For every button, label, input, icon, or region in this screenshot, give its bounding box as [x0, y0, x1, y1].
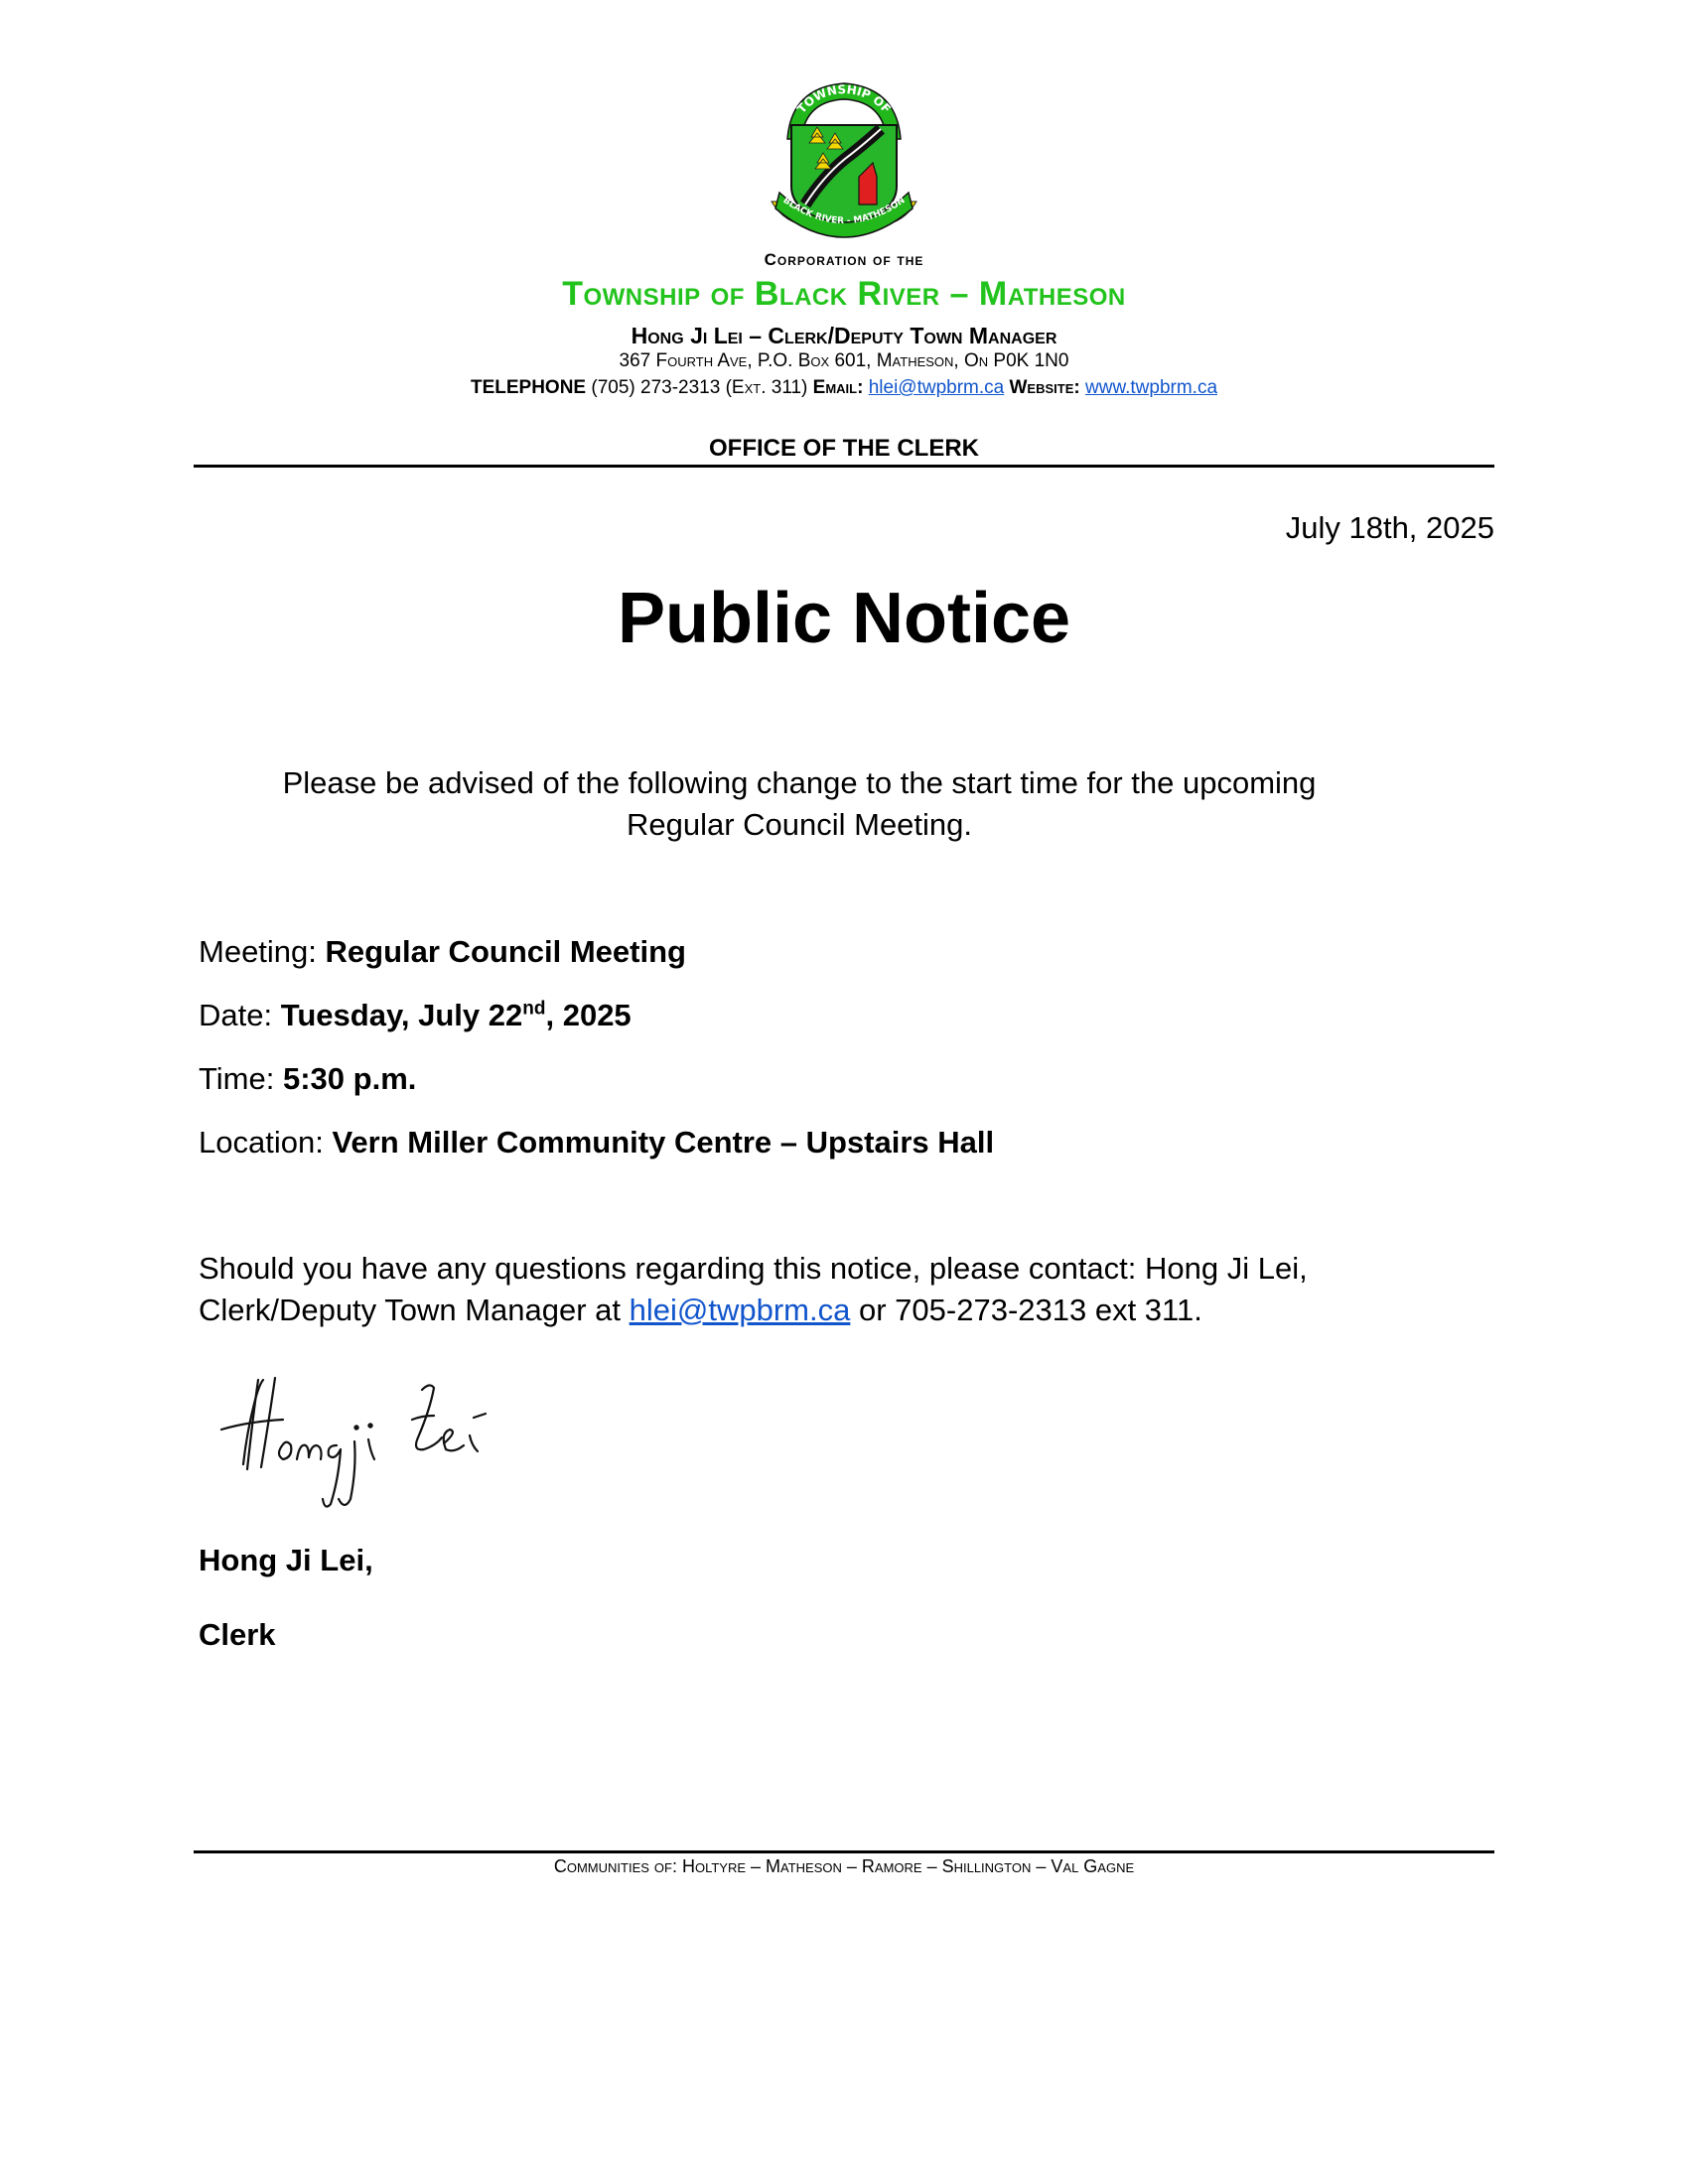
footer-communities: Communities of: Holtyre – Matheson – Ramore – Shillington – Val Gagne	[553, 1856, 1135, 1876]
contact-email-link[interactable]: hlei@twpbrm.ca	[629, 1293, 851, 1327]
meeting-label: Meeting:	[199, 934, 317, 969]
intro-paragraph	[194, 762, 1405, 846]
date-suffix: nd	[522, 998, 546, 1020]
corporation-line: Corporation of the	[764, 250, 924, 269]
telephone-value: (705) 273-2313 (Ext. 311)	[591, 377, 808, 398]
signatory-name: Hong Ji Lei,	[199, 1543, 373, 1577]
footer-divider	[194, 1850, 1494, 1853]
date-year: , 2025	[545, 998, 632, 1032]
contact-line	[0, 377, 1688, 399]
date-value-main: Tuesday, July 22	[280, 998, 523, 1032]
meeting-value: Regular Council Meeting	[325, 934, 686, 969]
page-title: Public Notice	[617, 579, 1071, 658]
svg-text:TOWNSHIP OF: TOWNSHIP OF	[794, 82, 894, 116]
township-crest-logo	[762, 77, 926, 242]
contact-paragraph	[199, 1248, 1489, 1331]
location-label: Location:	[199, 1125, 324, 1160]
date-value	[281, 998, 632, 1032]
contact-line-2	[199, 1290, 1489, 1331]
notice-date: July 18th, 2025	[1285, 510, 1494, 545]
location-row	[199, 1125, 994, 1160]
location-value: Vern Miller Community Centre – Upstairs Hall	[332, 1125, 995, 1160]
office-of-clerk: OFFICE OF THE CLERK	[709, 435, 979, 462]
email-label: Email:	[812, 377, 864, 398]
header-website-link[interactable]: www.twpbrm.ca	[1085, 377, 1218, 398]
intro-line-1: Please be advised of the following change to the start time for the upcoming	[282, 765, 1317, 800]
meeting-row	[199, 934, 686, 970]
contact-text-3: or 705-273-2313 ext 311.	[859, 1293, 1202, 1327]
clerk-line: Hong Ji Lei – Clerk/Deputy Town Manager	[631, 323, 1057, 348]
date-label: Date:	[199, 998, 273, 1032]
contact-line-1: Should you have any questions regarding this notice, please contact: Hong Ji Lei,	[199, 1251, 1308, 1286]
intro-line-2: Regular Council Meeting.	[626, 807, 973, 842]
time-label: Time:	[199, 1061, 275, 1096]
svg-text:BLACK RIVER - MATHESON: BLACK RIVER - MATHESON	[780, 196, 908, 227]
contact-text-2: Clerk/Deputy Town Manager at	[199, 1293, 622, 1327]
website-label: Website:	[1009, 377, 1080, 398]
handwritten-signature	[213, 1360, 511, 1519]
header-email-link[interactable]: hlei@twpbrm.ca	[868, 377, 1005, 398]
signatory-title: Clerk	[199, 1617, 276, 1652]
date-row	[199, 998, 632, 1033]
time-row	[199, 1061, 416, 1097]
header-divider	[194, 465, 1494, 468]
township-title: Township of Black River – Matheson	[562, 275, 1126, 313]
telephone-label: TELEPHONE	[470, 377, 587, 398]
time-value: 5:30 p.m.	[282, 1061, 417, 1096]
address-line: 367 Fourth Ave, P.O. Box 601, Matheson, On P0K 1N0	[619, 350, 1069, 371]
